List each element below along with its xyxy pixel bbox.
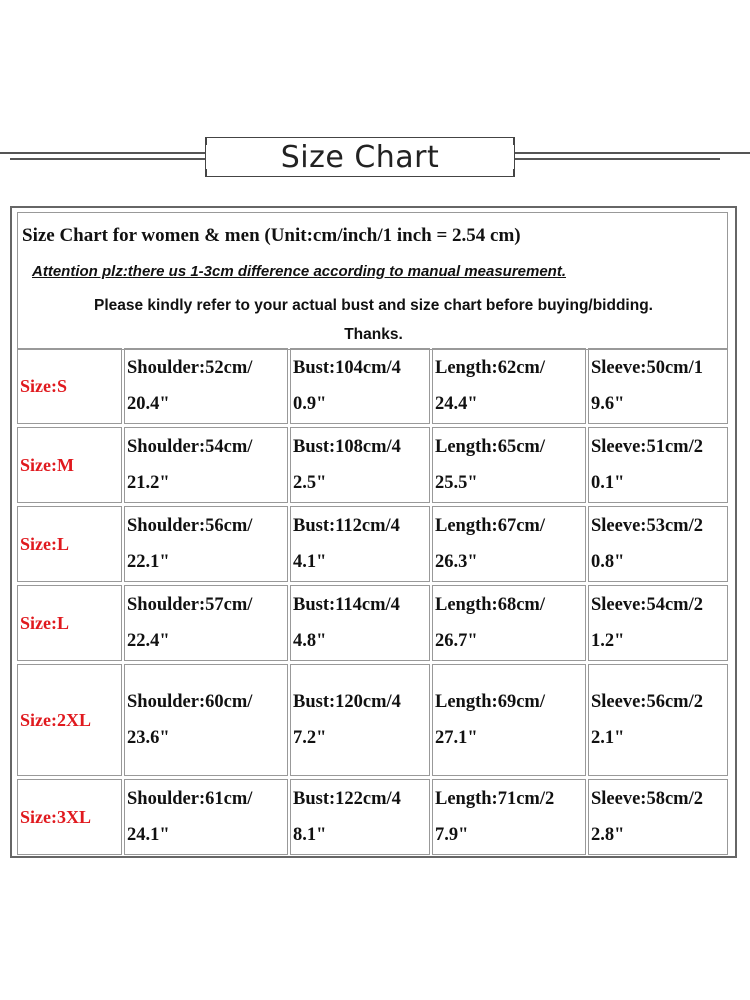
bust-value-line2: 4.1" (293, 552, 327, 572)
bust-value-line2: 0.9" (293, 394, 327, 414)
refer-note-text: Please kindly refer to your actual bust and size chart before buying/bidding. (94, 297, 653, 314)
shoulder-value-line2: 21.2" (127, 473, 170, 493)
sleeve-cell (588, 506, 728, 582)
length-value-line1: Length:71cm/2 (435, 789, 555, 809)
bust-value-line2: 7.2" (293, 728, 327, 748)
size-label: Size:S (17, 348, 122, 424)
bust-cell (290, 348, 430, 424)
banner-left-rule-top (0, 152, 205, 154)
bust-value-line1: Bust:114cm/4 (293, 595, 400, 615)
length-value-line2: 26.7" (435, 631, 478, 651)
length-cell (432, 664, 586, 776)
shoulder-value-line1: Shoulder:61cm/ (127, 789, 253, 809)
sleeve-value-line1: Sleeve:54cm/2 (591, 595, 703, 615)
shoulder-value-line1: Shoulder:57cm/ (127, 595, 253, 615)
bust-cell (290, 506, 430, 582)
bust-cell (290, 427, 430, 503)
length-value-line2: 27.1" (435, 728, 478, 748)
sleeve-value-line2: 2.8" (591, 825, 625, 845)
shoulder-cell (124, 348, 288, 424)
shoulder-value-line1: Shoulder:60cm/ (127, 692, 253, 712)
table-row (17, 506, 728, 582)
banner-right-rule-bottom (515, 158, 720, 160)
unit-note: Size Chart for women & men (Unit:cm/inch/1 inch = 2.54 cm) (22, 225, 521, 246)
sleeve-value-line2: 0.1" (591, 473, 625, 493)
bust-value-line1: Bust:120cm/4 (293, 692, 401, 712)
sleeve-cell (588, 427, 728, 503)
shoulder-value-line1: Shoulder:56cm/ (127, 516, 253, 536)
bust-cell (290, 779, 430, 855)
length-value-line2: 25.5" (435, 473, 478, 493)
page-title: Size Chart (280, 139, 440, 175)
length-value-line2: 7.9" (435, 825, 469, 845)
table-header-cell (17, 212, 728, 350)
length-value-line1: Length:67cm/ (435, 516, 545, 536)
length-cell (432, 585, 586, 661)
size-label: Size:3XL (17, 779, 122, 855)
sleeve-cell (588, 779, 728, 855)
size-table (10, 206, 737, 858)
sleeve-value-line1: Sleeve:51cm/2 (591, 437, 703, 457)
shoulder-cell (124, 506, 288, 582)
size-chart-banner (0, 126, 750, 176)
sleeve-cell (588, 585, 728, 661)
table-row (17, 664, 728, 776)
table-row (17, 779, 728, 855)
sleeve-value-line2: 1.2" (591, 631, 625, 651)
sleeve-cell (588, 664, 728, 776)
length-value-line1: Length:68cm/ (435, 595, 545, 615)
attention-note: Attention plz:there us 1-3cm difference according to manual measurement. (32, 263, 567, 280)
shoulder-cell (124, 427, 288, 503)
shoulder-cell (124, 664, 288, 776)
shoulder-value-line2: 20.4" (127, 394, 170, 414)
sleeve-value-line1: Sleeve:56cm/2 (591, 692, 703, 712)
bust-value-line1: Bust:112cm/4 (293, 516, 400, 536)
length-value-line2: 26.3" (435, 552, 478, 572)
length-cell (432, 348, 586, 424)
shoulder-value-line2: 22.1" (127, 552, 170, 572)
length-cell (432, 779, 586, 855)
sleeve-value-line1: Sleeve:58cm/2 (591, 789, 703, 809)
refer-note (18, 291, 729, 349)
shoulder-cell (124, 779, 288, 855)
sleeve-value-line1: Sleeve:53cm/2 (591, 516, 703, 536)
length-value-line1: Length:69cm/ (435, 692, 545, 712)
size-label: Size:L (17, 585, 122, 661)
bust-value-line1: Bust:108cm/4 (293, 437, 401, 457)
table-row (17, 427, 728, 503)
shoulder-value-line2: 22.4" (127, 631, 170, 651)
sleeve-cell (588, 348, 728, 424)
size-label: Size:2XL (17, 664, 122, 776)
bust-cell (290, 664, 430, 776)
length-cell (432, 427, 586, 503)
banner-title-box (205, 137, 515, 177)
length-cell (432, 506, 586, 582)
length-value-line2: 24.4" (435, 394, 478, 414)
sleeve-value-line2: 9.6" (591, 394, 625, 414)
bust-value-line1: Bust:122cm/4 (293, 789, 401, 809)
shoulder-cell (124, 585, 288, 661)
shoulder-value-line2: 24.1" (127, 825, 170, 845)
sleeve-value-line2: 2.1" (591, 728, 625, 748)
bust-cell (290, 585, 430, 661)
shoulder-value-line1: Shoulder:52cm/ (127, 358, 253, 378)
sleeve-value-line2: 0.8" (591, 552, 625, 572)
table-row (17, 585, 728, 661)
shoulder-value-line1: Shoulder:54cm/ (127, 437, 253, 457)
thanks-text: Thanks. (344, 326, 403, 343)
banner-left-rule-bottom (10, 158, 205, 160)
bust-value-line1: Bust:104cm/4 (293, 358, 401, 378)
bust-value-line2: 2.5" (293, 473, 327, 493)
size-label: Size:M (17, 427, 122, 503)
table-row (17, 348, 728, 424)
size-label: Size:L (17, 506, 122, 582)
bust-value-line2: 4.8" (293, 631, 327, 651)
bust-value-line2: 8.1" (293, 825, 327, 845)
shoulder-value-line2: 23.6" (127, 728, 170, 748)
banner-right-rule-top (515, 152, 750, 154)
length-value-line1: Length:65cm/ (435, 437, 545, 457)
length-value-line1: Length:62cm/ (435, 358, 545, 378)
sleeve-value-line1: Sleeve:50cm/1 (591, 358, 703, 378)
